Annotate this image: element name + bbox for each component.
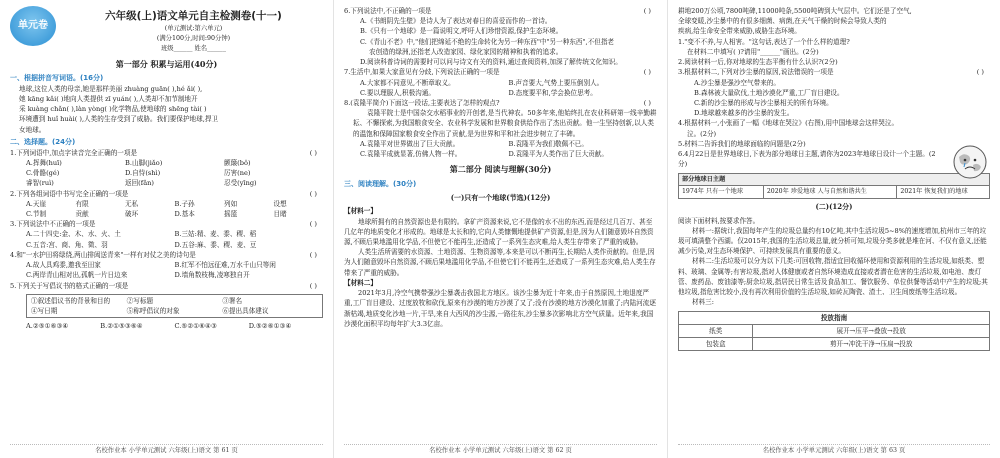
question-5: ( ) 5.下列关于写倡议书的格式正确的一项是 — [10, 281, 317, 290]
topic-cell: 2020年 珍爱地球 人与自然和谐共生 — [763, 186, 897, 199]
question-8-passage: 袁隆平院士是中国杂交水稻事业的开创者,是当代神农。50多年来,他始终扎在农业科研第一线辛勤耕耘、不懈探索,为我国粮食安全、农业科学发展和世界粮食供给作出了杰出贡献。他一生坚持创新,以人类的温饱和保障国家粮食安全作出了贡献,是为世界和平和社会进步树立了丰碑。 — [353, 109, 657, 138]
material-continuation: 全球变暖,沙尘暴中的有很多细菌、病菌,在天气干燥的时候会导致人类的 — [678, 17, 887, 26]
passage-line: 环境遭到 huǐ huài( ),人类的生存受到了威胁。我们要保护地球,捍卫 — [19, 115, 219, 124]
earth-day-topics-table — [678, 173, 990, 199]
part-one-heading: 第一部分 积累与运用(40分) — [115, 58, 218, 69]
question-8: ( ) 8.(袁隆平简介)下面这一段话,主要表达了怎样的观点? — [344, 98, 651, 107]
reading-q5: 5.材料二告诉我们的地球面临的问题是(2分) — [678, 139, 806, 148]
unit-label: (单元测试:第六单元) — [164, 25, 223, 33]
guide-steps: 剪开→冲洗干净→压扁→投放 — [753, 337, 990, 350]
disposal-guide-table — [678, 311, 990, 352]
material-two-label: 【材料二】 — [344, 278, 377, 287]
material-continuation: 耕地200万公顷,7800吨碑,11000吨条,5500吨碑到大气层中。它们还是了空气, — [678, 7, 912, 15]
reading-q1: 1."变不不养,与人相害。"这句话,表达了一个什么样的道理? — [678, 37, 850, 46]
question-4: ( ) 4.和"一水护田将绿绕,两山排闼送青来"一样有对仗之美的诗句是 — [10, 250, 317, 259]
topic-cell: 1974年 只有一个地球 — [679, 186, 764, 199]
reading-q3: ( ) 3.根据材料二,下列对沙尘暴的原因,说法错误的一项是 — [678, 68, 984, 77]
page-footer: 名校作业本 小学单元测试 六年级(上)语文 第 63 页 — [678, 444, 990, 456]
material-one-label: 【材料一】 — [344, 207, 377, 216]
pinyin-passage — [10, 84, 323, 135]
question-8-options: A.袁隆平对世界做出了巨大贡献。 B.袁隆平为我们敬佩不已。 C.袁隆平成就显著,仿佛人物一样。 D.袁隆平为人类作出了巨大贡献。 — [360, 139, 608, 159]
question-5-options: A.②⑤①⑥③④ B.②①⑤③⑥④ C.⑤②①⑥④③ D.⑤②⑥①③④ — [26, 322, 292, 331]
question-3: ( ) 3.下列说法中不正确的一项是 — [10, 220, 317, 229]
reading-q6: 6.4月22日是世界地球日,下表为部分地球日主题,请你为2023年地球日设计一个主题。(2分) — [678, 150, 936, 169]
question-7: ( ) 7.生活中,如果大家意见有分歧,下列说法正确的一项是 — [344, 68, 651, 77]
class-name-field: 班级______ 姓名______ — [161, 44, 226, 52]
material-three-label: 材料三: — [692, 298, 715, 307]
page-61 — [0, 0, 333, 458]
reading-q4: 4.根据材料一,小张画了一幅《地球在哭泣》(右图),用中国地球会这样哭泣。 — [678, 119, 899, 128]
exam-title: 六年级(上)语文单元自主检测卷(十一) — [105, 10, 282, 22]
format-steps-box: ①叙述倡议书的背景和目的 ②写标题 ③署名 ④写日期 ⑤称呼倡议的对象 ⑥提出具体建议 — [26, 294, 323, 318]
crying-earth-illustration — [950, 142, 990, 182]
question-6: ( ) 6.下列说法中,不正确的一项是 — [344, 7, 651, 15]
page-footer: 名校作业本 小学单元测试 六年级(上)语文 第 62 页 — [344, 444, 657, 456]
topics-table-title: 部分地球日主题 — [679, 173, 990, 186]
exam-header — [10, 6, 323, 54]
passage-line: 女地球。 — [19, 125, 46, 134]
guide-item: 包装盒 — [679, 337, 753, 350]
reading-q3-options: A.沙尘暴是强沙空气带来的。 B.森林被大量砍伐,土地沙漠化严重,工厂盲目建设。 C.新的沙尘暴的形成与沙尘暴相关的所有环境。 D.地球越来越多的沙尘暴的发生。 — [694, 78, 844, 118]
reading-q4-part2: 泣。(2分) — [687, 129, 717, 138]
question-6-options: A.《书朗阴先生壁》是诗人为了表达对春日的喜爱而作的一首诗。 B.《只有一个地球》是一篇说明文,呼吁人们珍惜资源,保护生态环境。 C.《青山不老》中,"他们把绵延不绝的生命转化为另一种东西"中"另一种东西",不但指老 农创造的绿洲,还指老人改造家园、绿化家园的精神和执着的追求。 D.阅读科普诗词的需要时可以问与诗文有关的资料,通过查阅资料,加深了解传统文化知识。 — [360, 17, 622, 67]
reading-one-title: (一)只有一个地球(节选)(12分) — [450, 192, 551, 202]
passage-line: 采 kuàng chǎn( ),làn yòng( )化学物品,使地球的 shēng tài( ) — [19, 105, 207, 114]
question-1: ( ) 1.下列词语中,加点字读音完全正确的一项是 — [10, 148, 317, 157]
question-2-options: A.天崖 有限 无私 B.子孙 列如 设想 C.节制 贡献 破坏 D.基本 摇篮 目睹 — [26, 199, 287, 218]
material-one-text: 地球所拥有的自然资源也是有限的。拿矿产资源来说,它不是像的水不出的东西,而是经过几百万、甚至几亿年的地质变化才形成的。地球是太长和的,它向人类慷慨地提供矿产资源,但是,因为人们随意毁坏自然资源,不顾后果地滥用化学品,不但使它不能再生,还造成了一系列生态灾难,给人类生存带来了严重的威胁。 — [344, 217, 654, 247]
guide-title: 投放指南 — [679, 311, 990, 324]
material-one-text-2: 人类生活所需要的水资源、土地资源、生物资源等,本来是可以不断再生,长期给人类作贡献的。但是,因为人们随意毁坏自然资源,不顾后果地滥用化学品,不但使它们不能再生,还造成了一系列生态灾难,给人类生存带来了严重的威胁。 — [344, 248, 656, 277]
guide-item: 纸类 — [679, 324, 753, 337]
section-one-heading: 一、根据拼音写词语。(16分) — [10, 73, 104, 82]
question-7-options: A.大家都不同意见,不断章取义。 B.声音要大,气势上要压倒别人。 C.要以理服人,积极沟通。 D.态度要平和,学会换位思考。 — [360, 78, 604, 97]
reading-q2: 2.阅读材料一后,你对地球的生态平衡有什么认识?(2分) — [678, 58, 838, 67]
material-two-text: 2021年3月,冷空气携带强沙尘暴袭击我国北方地区。该沙尘暴为近十年来,由于自然原因,土地退度严重,工厂盲目建设、过度放牧和砍伐,原来有沙漠的地方沙漠了又了;没有沙漠的地方沙漠化加重了;内陆河流逐渐枯竭,地质变化沙地一片,干旱,来自大西风的沙尘源,一路往东,沙尘暴多次影响北方空气质量。近年来,我国沙漠化面积平均每年扩大3.3亿亩。 — [344, 289, 656, 328]
passage-line: 她 kāng kǎi( )地向人类提供 zī yuán( ),人类却不加节制地开 — [19, 94, 198, 103]
page-62 — [333, 0, 667, 458]
question-2: ( ) 2.下列各组词语中书写完全正确的一项是 — [10, 189, 317, 198]
guide-steps: 展开→压平→叠放→投放 — [753, 324, 990, 337]
passage-line: 地球,这位人类的母亲,她是那样美丽 zhuàng guān( ),hé ǎi( ), — [19, 84, 203, 93]
page-footer: 名校作业本 小学单元测试 六年级(上)语文 第 61 页 — [10, 444, 323, 456]
section-three-heading: 三、阅读理解。(30分) — [344, 179, 417, 188]
material-one-text: 材料一:据统计,我国每年产生的垃圾总量约有10亿吨,其中生活垃圾5~8%的速度增加,杭州市三年的垃圾可填满整个西湖。仅2015年,我国的生活垃圾总量,就分析可知,垃圾分类多就是堆在河、不仅有意义,还能减少污染,对生态环境保护、可持续发展具有重要的意义。 — [678, 226, 987, 256]
material-continuation: 疾病,给生命安全带来威胁,威胁生态环境。 — [678, 27, 801, 36]
part-two-heading: 第二部分 阅读与理解(30分) — [449, 164, 552, 175]
reading-two-instruction: 阅读下面材料,按要求作答。 — [678, 216, 760, 225]
question-1-options: A.挥舞(huī) B.山脚(jiǎo) 颤簸(bǒ) C.骨骼(gé) D.自恃(shì) 厉害(ne) 睿智(ruì) 返回(fǎn) 忍受(yīng) — [26, 158, 257, 188]
page-63 — [667, 0, 1000, 458]
material-two-text: 材料二:生活垃圾可以分为以下几类:可回收物,指适宜回收循环使用和资源利用的生活垃圾,如纸类、塑料、玻璃、金属等;有害垃圾,指对人体健康或者自然环境造成直接或者潜在危害的生活垃圾,如电池、废灯管、废药品、废油漆等;厨余垃圾,指居民日常生活及食品加工、餐饮服务、单位供餐等活动中产生的垃圾;其他垃圾,指危害比较小,没有再次利用价值的生活垃圾,如砖瓦陶瓷、渣土、卫生间废纸等生活垃圾。 — [678, 257, 988, 297]
reading-q1-part2: 在材料二中填写( )?请用"______"画出。(2分) — [687, 47, 819, 56]
question-4-options: A.故人具鸡黍,邀我至田家 B.红军不怕远征难,万水千山只等闲 C.两岸青山相对出,孤帆一片日边来 D.墙角数枝梅,凌寒独自开 — [26, 261, 276, 280]
topic-cell: 2021年 恢复我们的地球 — [897, 186, 990, 199]
section-two-heading: 二、选择题。(24分) — [10, 137, 76, 146]
reading-two-title: (二)(12分) — [815, 201, 853, 211]
question-3-options: A.二十四史:金、木、水、火、土 B.三姑:精、麦、黍、稷、稻 C.五音:宫、商、角、徵、羽 D.五谷:麻、黍、稷、麦、豆 — [26, 230, 257, 249]
unit-test-logo: 单元卷 — [10, 6, 56, 46]
score-time: (满分100分,时间:90分钟) — [156, 35, 231, 43]
